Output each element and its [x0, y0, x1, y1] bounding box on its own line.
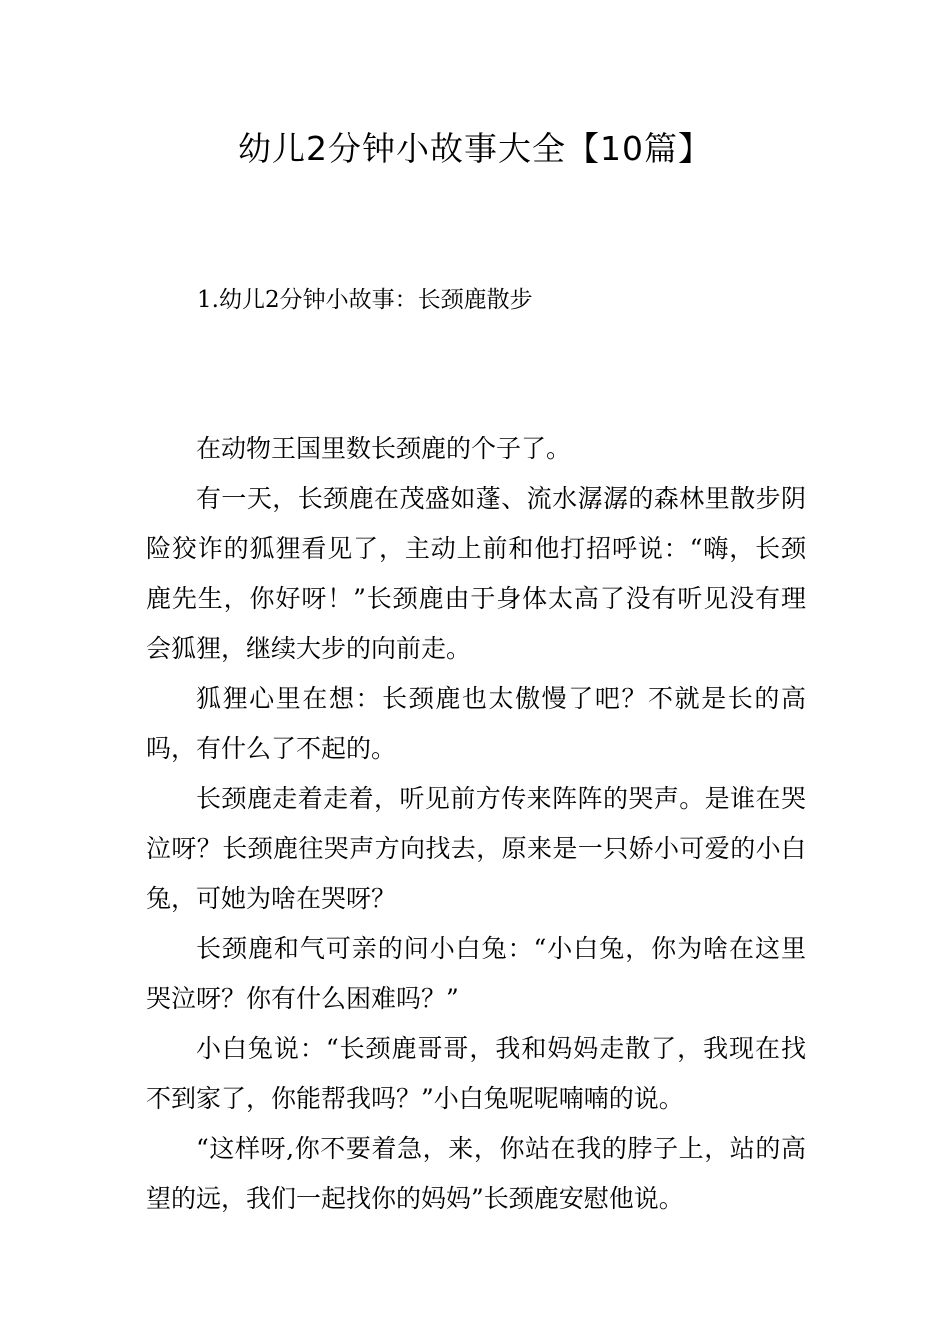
paragraph: 狐狸心里在想：长颈鹿也太傲慢了吧？不就是长的高吗，有什么了不起的。 — [146, 684, 806, 763]
paragraph: “这样呀,你不要着急，来，你站在我的脖子上，站的高望的远，我们一起找你的妈妈”长颈鹿安慰他说。 — [146, 1134, 806, 1213]
paragraph: 有一天，长颈鹿在茂盛如蓬、流水潺潺的森林里散步阴险狡诈的狐狸看见了，主动上前和他打招呼说：“嗨，长颈鹿先生，你好呀！”长颈鹿由于身体太高了没有听见没有理会狐狸，继续大步的向前走。 — [146, 484, 806, 663]
document-title: 幼儿2分钟小故事大全【10篇】 — [238, 129, 712, 168]
paragraph: 长颈鹿走着走着，听见前方传来阵阵的哭声。是谁在哭泣呀？长颈鹿往哭声方向找去，原来是一只娇小可爱的小白兔，可她为啥在哭呀？ — [146, 784, 806, 913]
paragraph: 长颈鹿和气可亲的问小白兔：“小白兔，你为啥在这里哭泣呀？你有什么困难吗？” — [146, 934, 806, 1013]
paragraph: 小白兔说：“长颈鹿哥哥，我和妈妈走散了，我现在找不到家了，你能帮我吗？”小白兔呢呢喃喃的说。 — [146, 1034, 806, 1113]
section-heading: 1.幼儿2分钟小故事：长颈鹿散步 — [197, 287, 533, 313]
paragraph: 在动物王国里数长颈鹿的个子了。 — [196, 434, 572, 463]
story-body — [146, 424, 806, 1224]
